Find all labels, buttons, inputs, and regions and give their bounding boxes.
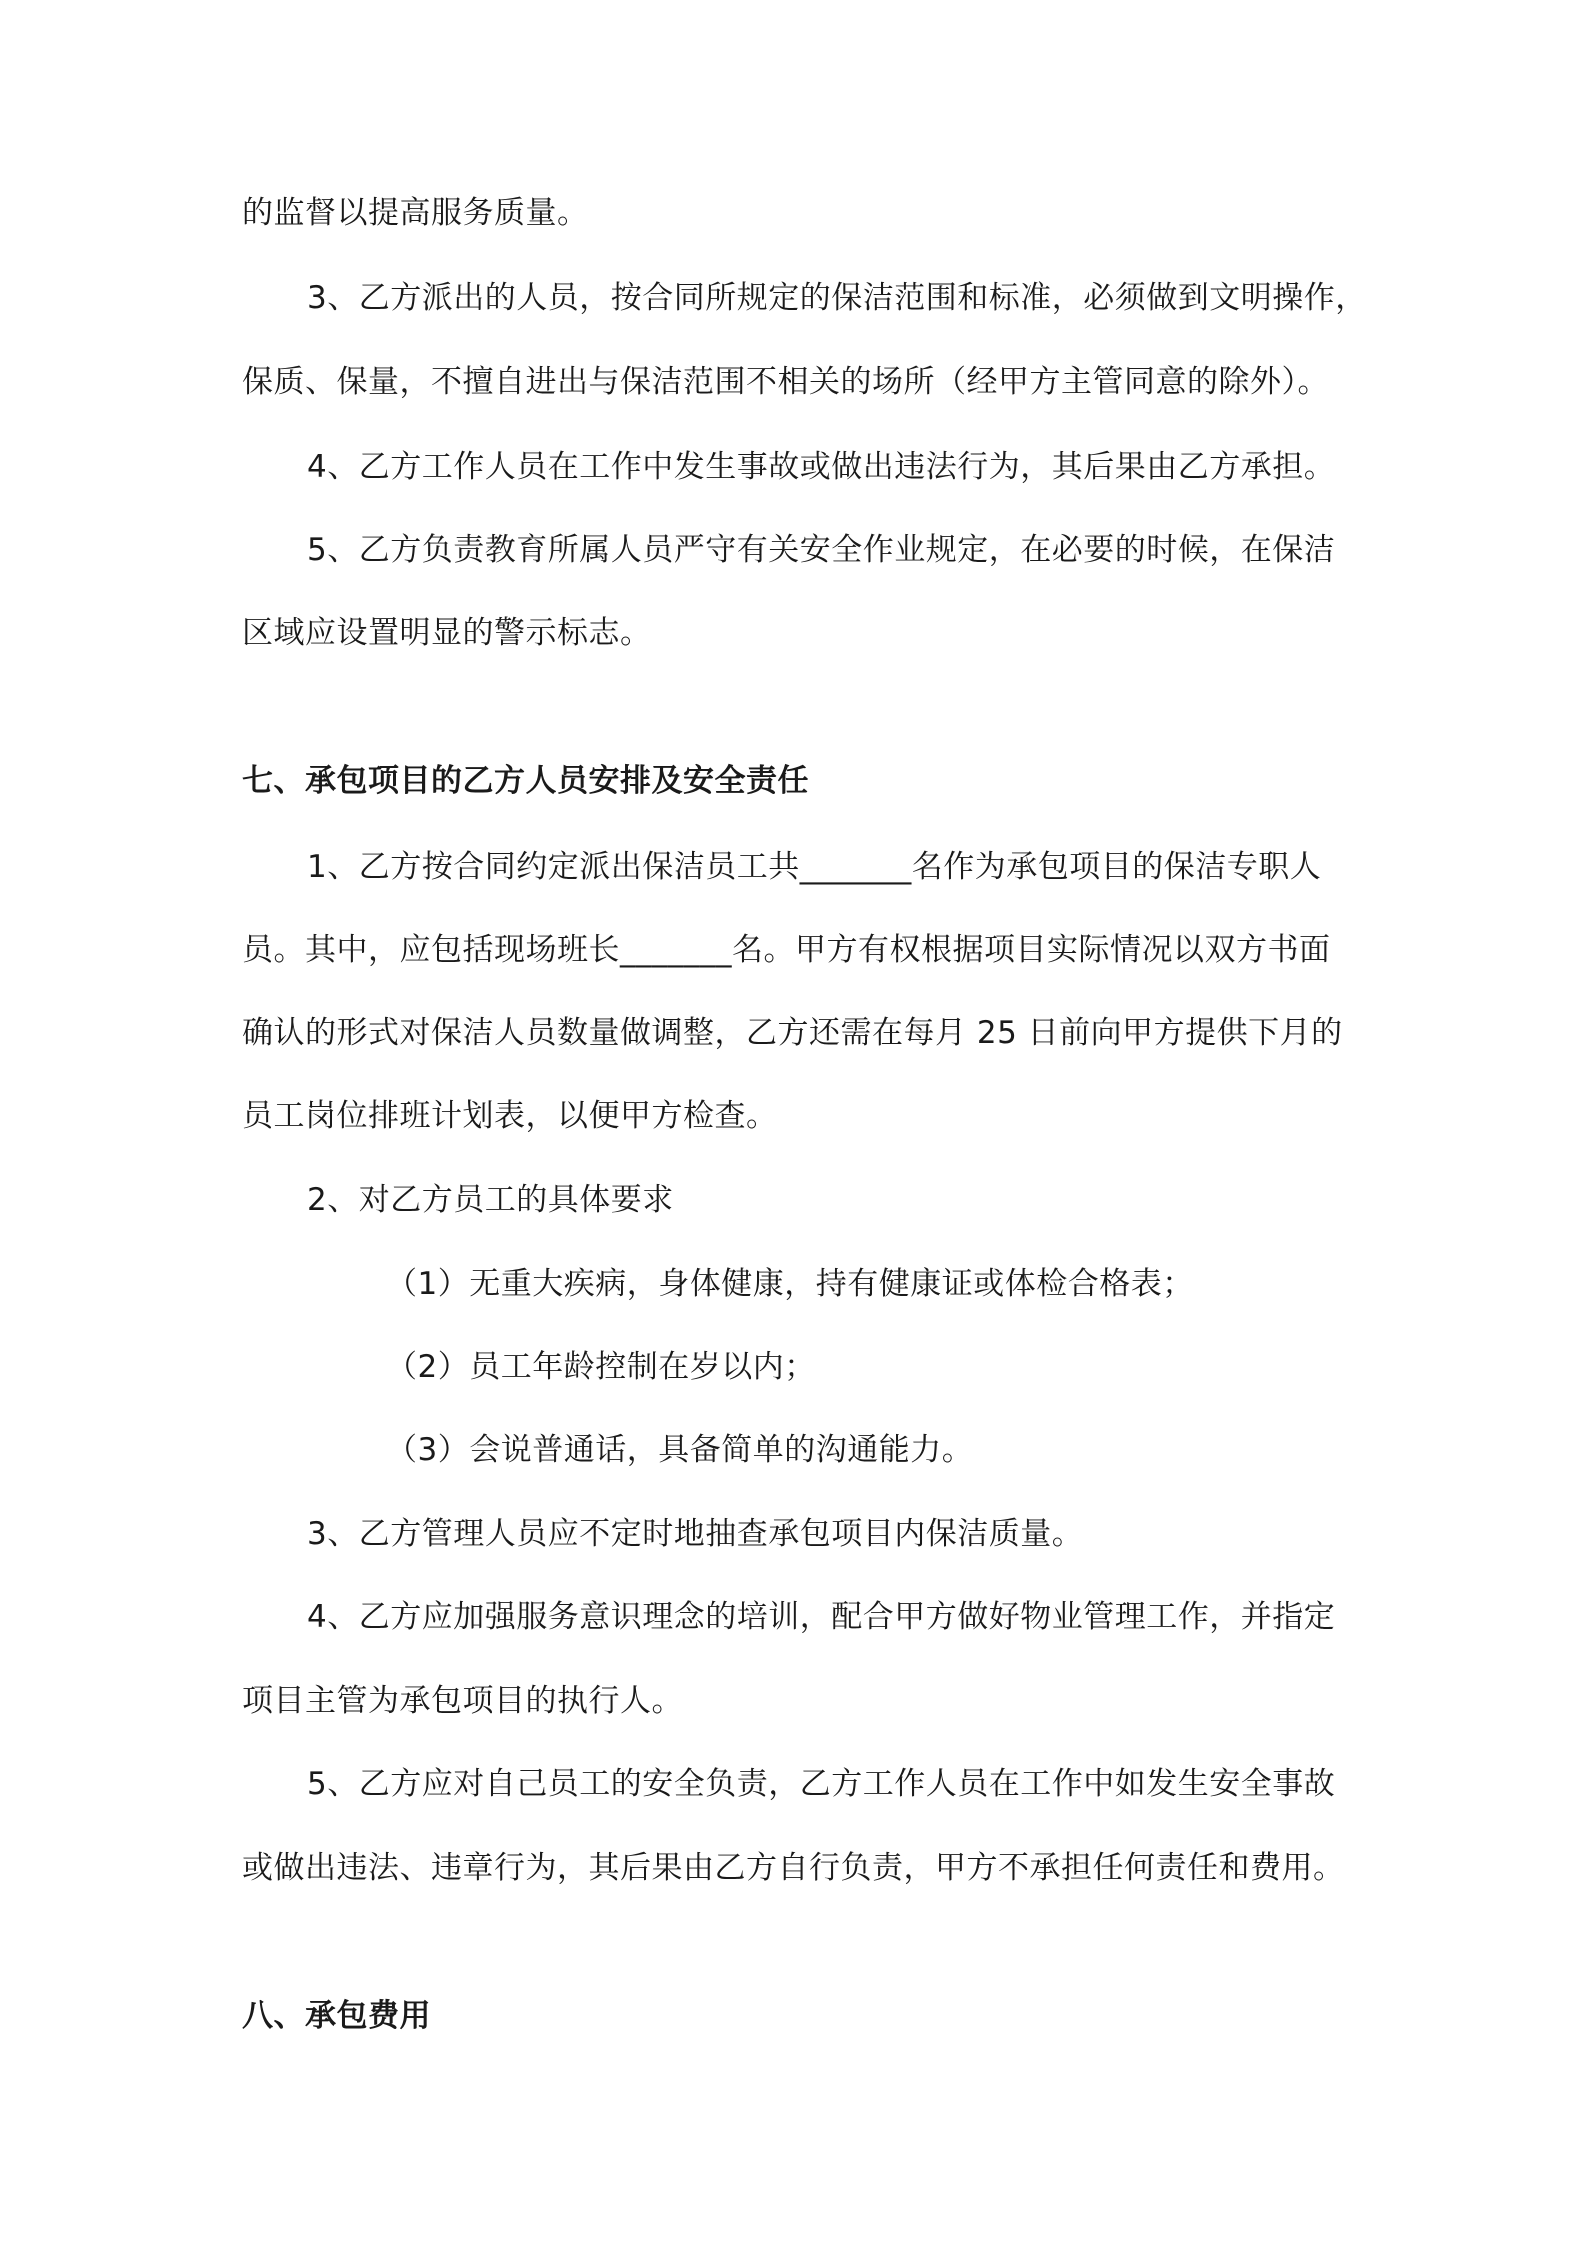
text-line: 4、乙方应加强服务意识理念的培训，配合甲方做好物业管理工作，并指定 bbox=[307, 1599, 1336, 1635]
text-line: 项目主管为承包项目的执行人。 bbox=[242, 1683, 683, 1719]
text-line: 3、乙方派出的人员，按合同所规定的保洁范围和标准，必须做到文明操作， bbox=[307, 280, 1367, 316]
text-line: 确认的形式对保洁人员数量做调整，乙方还需在每月 25 日前向甲方提供下月的 bbox=[242, 1015, 1343, 1051]
text-line: 员。其中，应包括现场班长_______名。甲方有权根据项目实际情况以双方书面 bbox=[242, 932, 1331, 968]
text-line: 保质、保量，不擅自进出与保洁范围不相关的场所（经甲方主管同意的除外）。 bbox=[242, 364, 1329, 400]
text-line: 5、乙方负责教育所属人员严守有关安全作业规定，在必要的时候，在保洁 bbox=[307, 532, 1336, 568]
section-heading: 七、承包项目的乙方人员安排及安全责任 bbox=[242, 763, 809, 799]
text-line: 5、乙方应对自己员工的安全负责，乙方工作人员在工作中如发生安全事故 bbox=[307, 1766, 1336, 1802]
list-item: （2）员工年龄控制在岁以内； bbox=[386, 1349, 816, 1385]
section-heading: 八、承包费用 bbox=[242, 1998, 431, 2034]
text-line: 的监督以提高服务质量。 bbox=[242, 195, 589, 231]
text-line: 2、对乙方员工的具体要求 bbox=[307, 1182, 674, 1218]
list-item: （1）无重大疾病，身体健康，持有健康证或体检合格表； bbox=[386, 1266, 1194, 1302]
text-line: 4、乙方工作人员在工作中发生事故或做出违法行为，其后果由乙方承担。 bbox=[307, 449, 1336, 485]
text-line: 员工岗位排班计划表，以便甲方检查。 bbox=[242, 1098, 778, 1134]
text-line: 3、乙方管理人员应不定时地抽查承包项目内保洁质量。 bbox=[307, 1516, 1084, 1552]
list-item: （3）会说普通话，具备简单的沟通能力。 bbox=[386, 1432, 974, 1468]
text-line: 或做出违法、违章行为，其后果由乙方自行负责，甲方不承担任何责任和费用。 bbox=[242, 1850, 1345, 1886]
text-line: 区域应设置明显的警示标志。 bbox=[242, 615, 652, 651]
text-line: 1、乙方按合同约定派出保洁员工共_______名作为承包项目的保洁专职人 bbox=[307, 849, 1322, 885]
